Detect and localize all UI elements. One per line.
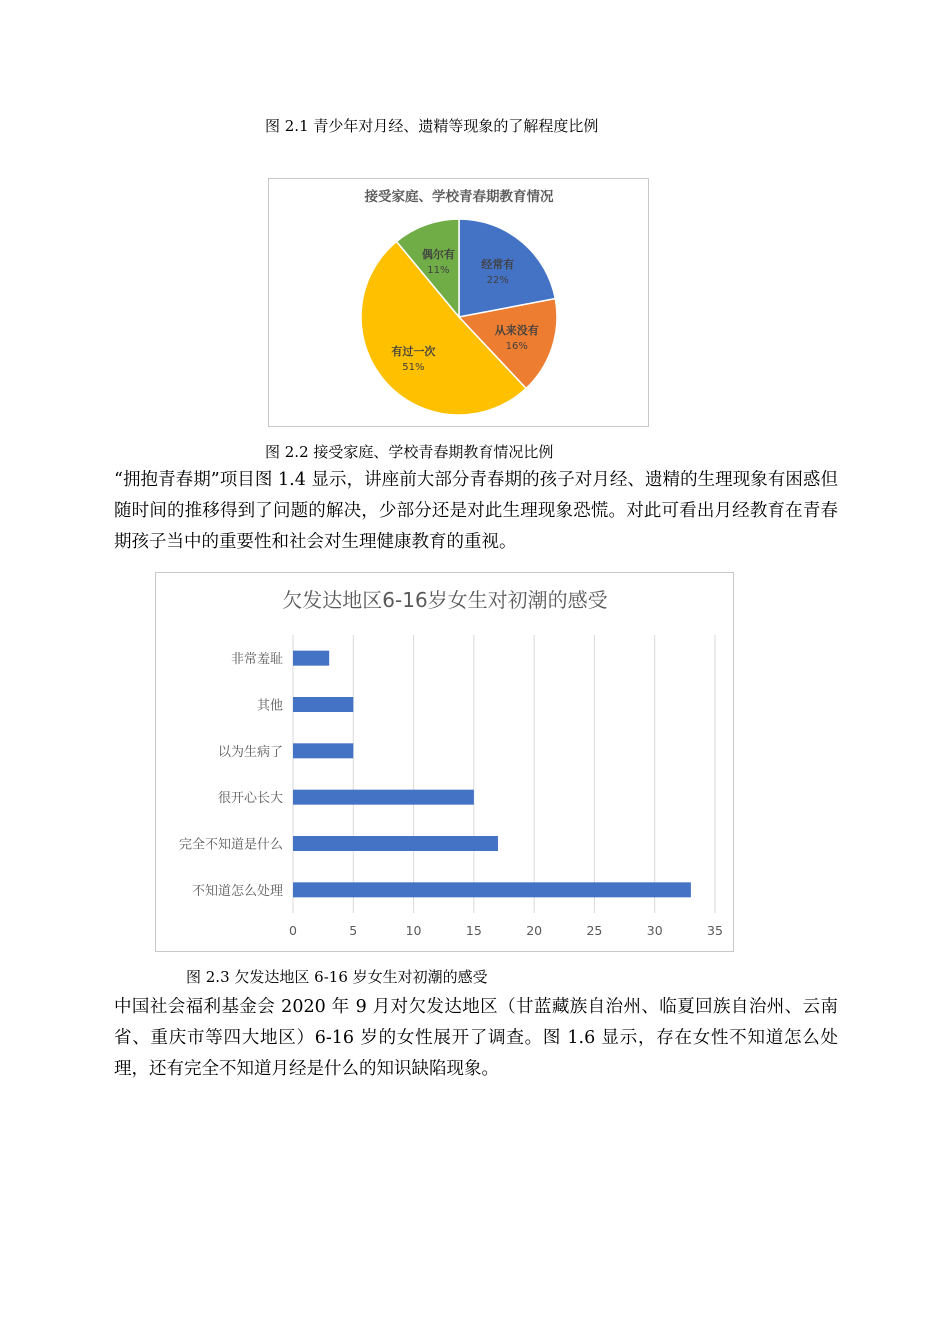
x-tick-label: 0 bbox=[289, 923, 297, 938]
bar-chart-frame bbox=[155, 572, 734, 952]
x-tick-label: 30 bbox=[646, 923, 663, 938]
pie-slice-percent: 22% bbox=[486, 275, 509, 287]
x-tick-label: 20 bbox=[526, 923, 543, 938]
category-label: 不知道怎么处理 bbox=[191, 883, 283, 899]
category-label: 其他 bbox=[256, 698, 283, 714]
x-tick-label: 35 bbox=[707, 923, 723, 938]
x-tick-label: 15 bbox=[465, 923, 482, 938]
paragraph-text: “拥抱青春期”项目图 1.4 显示，讲座前大部分青春期的孩子对月经、遗精的生理现象有困惑但随时间的推移得到了问题的解决，少部分还是对此生理现象恐慌。对此可看出月经教育在青春期孩子当中的重要性和社会对生理健康教育的重视。 bbox=[114, 470, 838, 552]
category-label: 非常羞耻 bbox=[230, 652, 283, 668]
bar-2 bbox=[293, 743, 353, 758]
pie-slice-label: 偶尔有 bbox=[421, 247, 455, 261]
bar-4 bbox=[293, 836, 498, 851]
x-tick-label: 10 bbox=[405, 923, 422, 938]
figure-2-2-caption: 图 2.2 接受家庭、学校青春期教育情况比例 bbox=[265, 443, 554, 461]
x-tick-label: 5 bbox=[349, 923, 358, 938]
body-paragraph-2 bbox=[114, 992, 838, 1085]
category-label: 很开心长大 bbox=[217, 791, 283, 807]
pie-chart-title: 接受家庭、学校青春期教育情况 bbox=[364, 189, 554, 205]
figure-2-3-caption: 图 2.3 欠发达地区 6-16 岁女生对初潮的感受 bbox=[186, 968, 488, 986]
bar-1 bbox=[293, 697, 353, 712]
pie-slice-label: 从来没有 bbox=[494, 323, 539, 337]
paragraph-text: 中国社会福利基金会 2020 年 9 月对欠发达地区（甘蓝藏族自治州、临夏回族自治州、云南省、重庆市等四大地区）6-16 岁的女性展开了调查。图 1.6 显示，存在女性不知道怎么处理，还有完全不知道月经是什么的知识缺陷现象。 bbox=[114, 997, 838, 1079]
pie-slice-label: 经常有 bbox=[481, 258, 515, 272]
bar-5 bbox=[293, 882, 691, 897]
body-paragraph-1 bbox=[114, 465, 838, 558]
bar-chart-title: 欠发达地区6-16岁女生对初潮的感受 bbox=[282, 588, 608, 612]
pie-slice-percent: 11% bbox=[427, 264, 450, 276]
category-label: 完全不知道是什么 bbox=[178, 837, 283, 853]
figure-2-1-caption: 图 2.1 青少年对月经、遗精等现象的了解程度比例 bbox=[265, 117, 599, 135]
x-tick-label: 25 bbox=[586, 923, 603, 938]
pie-chart-frame bbox=[268, 178, 649, 427]
pie-slice-label: 有过一次 bbox=[391, 345, 436, 359]
pie-slice-percent: 16% bbox=[505, 340, 528, 352]
pie-slice-percent: 51% bbox=[402, 362, 425, 374]
bar-3 bbox=[293, 790, 474, 805]
bar-0 bbox=[293, 651, 329, 666]
pie-chart bbox=[269, 179, 650, 428]
bar-chart bbox=[156, 573, 735, 953]
category-label: 以为生病了 bbox=[217, 744, 283, 760]
